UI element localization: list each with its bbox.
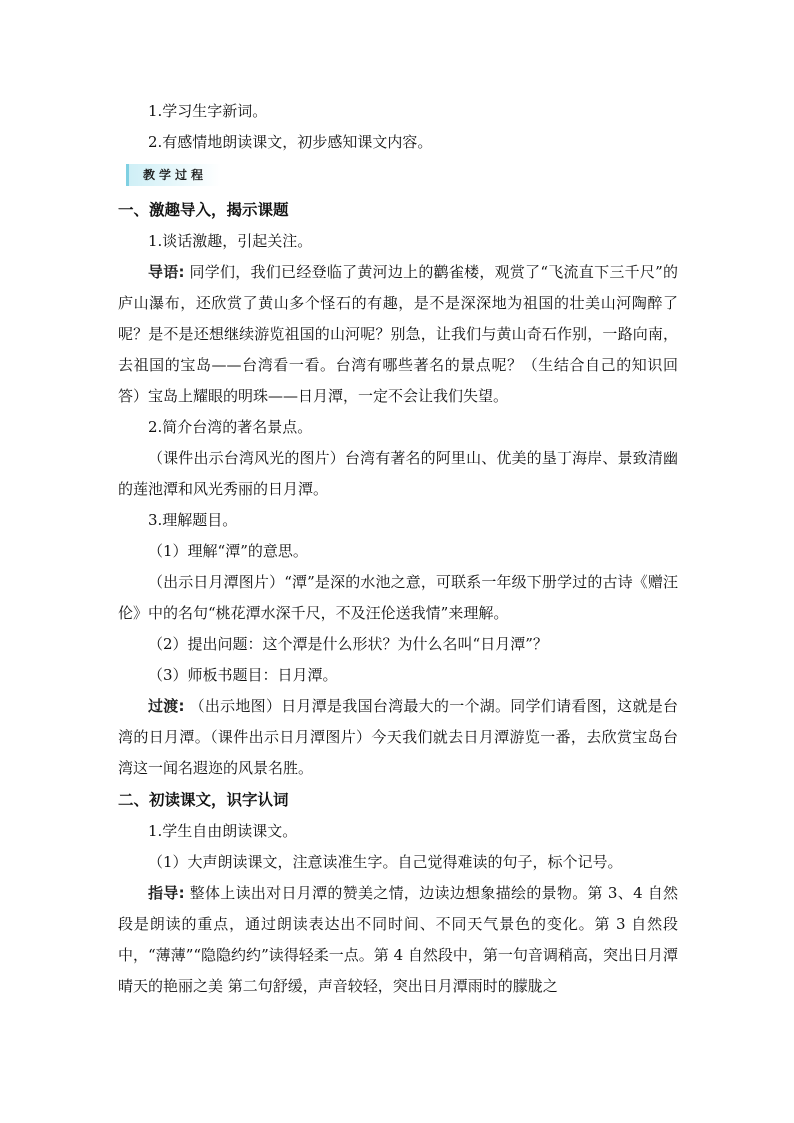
lesson-content	[118, 96, 678, 1002]
part1-step1: 1.谈话激趣，引起关注。	[148, 232, 313, 250]
part1-sub2: （2）提出问题：这个潭是什么形状？为什么名叫“日月潭”？	[148, 635, 548, 653]
part2-guide-paragraph	[118, 878, 678, 1002]
part2-step1: 1.学生自由朗读课文。	[148, 822, 298, 840]
guide-text: 同学们，我们已经登临了黄河边上的鹳雀楼，观赏了“飞流直下三千尺”的庐山瀑布，还欣赏了黄山多个怪石的有趣，是不是深深地为祖国的壮美山河陶醉了呢？是不是还想继续游览祖国的山河呢？别急，让我们与黄山奇石作别，一路向南，去祖国的宝岛——台湾看一看。台湾有哪些著名的景点呢？（生结合自己的知识回答）宝岛上耀眼的明珠——日月潭，一定不会让我们失望。	[118, 263, 679, 405]
transition-label: 过渡:	[148, 697, 185, 715]
part1-sub3: （3）师板书题目：日月潭。	[148, 666, 338, 684]
part1-heading: 一、激趣导入，揭示课题	[118, 201, 289, 219]
section-badge-row	[118, 158, 678, 194]
guidance-text: 整体上读出对日月潭的赞美之情，边读边想象描绘的景物。第 3、4 自然段是朗读的重点，通过朗读表达出不同时间、不同天气景色的变化。第 3 自然段中，“薄薄”“隐隐约约”读得轻柔一点。第 4 自然段中，第一句音调稍高，突出日月潭晴天的艳丽之美 第二句舒缓，声音较轻，突出日月潭雨时的朦胧之	[118, 884, 678, 995]
part1-transition-paragraph	[118, 691, 678, 784]
part1-step2: 2.简介台湾的著名景点。	[148, 418, 313, 436]
goal-2: 2.有感情地朗读课文，初步感知课文内容。	[148, 133, 433, 151]
guidance-label: 指导:	[148, 884, 185, 902]
part1-sub1: （1）理解“潭”的意思。	[148, 542, 308, 560]
part1-sub1-text: （出示日月潭图片）“潭”是深的水池之意，可联系一年级下册学过的古诗《赠汪伦》中的名句“桃花潭水深千尺，不及汪伦送我情”来理解。	[118, 573, 678, 622]
part1-step3: 3.理解题目。	[148, 511, 238, 529]
section-badge-teaching-process: 教学过程	[126, 164, 221, 186]
part2-sub1: （1）大声朗读课文，注意读准生字。自己觉得难读的句子，标个记号。	[148, 853, 623, 871]
part2-heading: 二、初读课文，识字认词	[118, 791, 289, 809]
guide-label: 导语:	[148, 263, 185, 281]
goal-1: 1.学习生字新词。	[148, 102, 268, 120]
part1-guide-paragraph	[118, 257, 678, 412]
transition-text: （出示地图）日月潭是我国台湾最大的一个湖。同学们请看图，这就是台湾的日月潭。（课件出示日月潭图片）今天我们就去日月潭游览一番，去欣赏宝岛台湾这一闻名遐迩的风景名胜。	[118, 697, 678, 777]
part1-step2-text: （课件出示台湾风光的图片）台湾有著名的阿里山、优美的垦丁海岸、景致清幽的莲池潭和风光秀丽的日月潭。	[118, 449, 678, 498]
